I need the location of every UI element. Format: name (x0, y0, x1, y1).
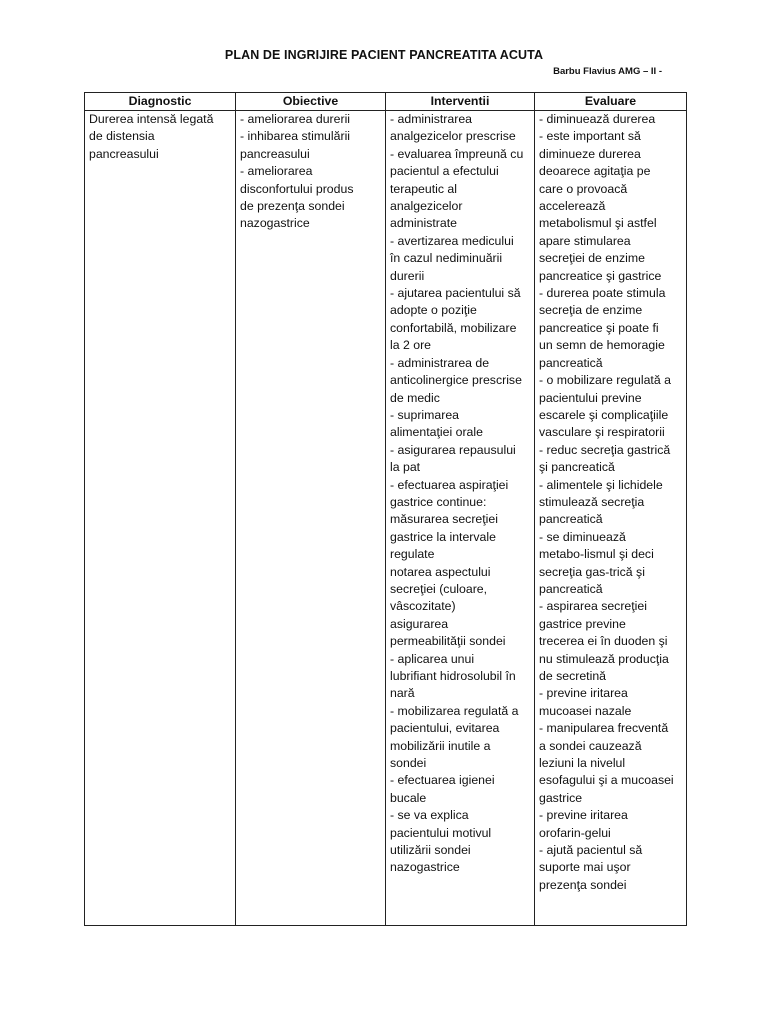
cell-line: stimulează secreţia (539, 494, 645, 509)
cell-line: - alimentele şi lichidele (539, 477, 663, 492)
cell-line: - ameliorarea durerii (240, 112, 351, 126)
cell-line: nazogastrice (240, 216, 310, 231)
cell-line: pacientului motivul (390, 825, 492, 840)
cell-line: analgezicelor (390, 199, 463, 214)
cell-line: orofarin-gelui (539, 825, 611, 840)
cell-line: - efectuarea igienei (390, 773, 495, 788)
cell-line: mobilizării inutile a (390, 738, 491, 753)
cell-line: notarea aspectului (390, 564, 491, 579)
cell-line: bucale (390, 790, 427, 805)
cell-line: gastrice continue: (390, 494, 487, 509)
cell-line: adopte o poziţie (390, 303, 477, 318)
cell-line: gastrice previne (539, 616, 626, 631)
cell-line: - asigurarea repausului (390, 442, 516, 457)
table-header-row (85, 93, 687, 111)
cell-line: durerii (390, 268, 425, 283)
cell-line: - mobilizarea regulată a (390, 703, 519, 718)
cell-line: - o mobilizare regulată a (539, 373, 671, 388)
cell-line: Durerea intensă legată (89, 112, 214, 126)
cell-line: accelerează (539, 199, 606, 214)
cell-line: - se diminuează (539, 529, 626, 544)
cell-line: - aspirarea secreţiei (539, 599, 647, 614)
table-row (85, 111, 687, 926)
header-evaluare: Evaluare (535, 93, 687, 111)
header-interventii: Interventii (386, 93, 535, 111)
cell-line: - ameliorarea (240, 164, 313, 179)
cell-line: vâscozitate) (390, 599, 456, 614)
cell-line: gastrice la intervale (390, 529, 496, 544)
cell-line: utilizării sondei (390, 843, 471, 858)
cell-line: pancreatică (539, 512, 603, 527)
cell-line: analgezicelor prescrise (390, 129, 516, 144)
cell-line: disconfortului produs (240, 181, 354, 196)
care-plan-table (84, 92, 687, 926)
cell-line: de prezenţa sondei (240, 199, 345, 214)
cell-line: - administrarea de (390, 355, 490, 370)
diagnostic-cell (85, 111, 236, 926)
cell-line: suporte mai uşor (539, 860, 631, 875)
cell-line: escarele şi complicaţiile (539, 407, 669, 422)
cell-line: - diminuează durerea (539, 112, 656, 126)
cell-line: - inhibarea stimulării (240, 129, 351, 144)
cell-line: pancreatică (539, 581, 603, 596)
cell-line: - previne iritarea (539, 686, 628, 701)
cell-line: pacientului, evitarea (390, 721, 500, 736)
evaluare-cell (535, 111, 687, 926)
header-obiective: Obiective (236, 93, 386, 111)
cell-line: care o provoacă (539, 181, 628, 196)
cell-line: - manipularea frecventă (539, 721, 669, 736)
cell-line: alimentaţiei orale (390, 425, 483, 440)
cell-line: confortabilă, mobilizare (390, 320, 517, 335)
cell-line: şi pancreatică (539, 460, 615, 475)
obiective-cell (236, 111, 386, 926)
cell-line: - reduc secreţia gastrică (539, 442, 671, 457)
cell-line: diminueze durerea (539, 146, 641, 161)
cell-line: administrate (390, 216, 457, 231)
cell-line: metabolismul şi astfel (539, 216, 657, 231)
cell-line: lubrifiant hidrosolubil în (390, 669, 516, 683)
cell-line: - avertizarea medicului (390, 233, 514, 248)
cell-line: gastrice (539, 790, 583, 805)
cell-line: în cazul nediminuării (390, 251, 503, 266)
interventii-cell (386, 111, 535, 926)
cell-line: de secretină (539, 669, 606, 683)
cell-line: secreţia de enzime (539, 303, 643, 318)
cell-line: pancreasului (240, 146, 310, 161)
cell-line: mucoasei nazale (539, 703, 632, 718)
cell-line: leziuni la nivelul (539, 756, 626, 771)
cell-line: - previne iritarea (539, 808, 628, 823)
cell-line: vasculare şi respiratorii (539, 425, 665, 440)
header-diagnostic: Diagnostic (85, 93, 236, 111)
cell-line: - aplicarea unui (390, 651, 475, 666)
cell-line: - durerea poate stimula (539, 286, 666, 301)
cell-line: metabo-lismul şi deci (539, 547, 654, 562)
cell-line: la 2 ore (390, 338, 432, 353)
cell-line: pancreasului (89, 146, 159, 161)
cell-line: secreţia gas-trică şi (539, 564, 645, 579)
cell-line: pacientului previne (539, 390, 642, 405)
cell-line: de medic (390, 390, 440, 405)
cell-line: - se va explica (390, 808, 469, 823)
cell-line: nazogastrice (390, 860, 460, 875)
cell-line: - suprimarea (390, 407, 460, 422)
cell-line: - evaluarea împreună cu (390, 146, 524, 161)
cell-line: de distensia (89, 129, 155, 144)
cell-line: pacientul a efectului (390, 164, 499, 179)
cell-line: deoarece agitaţia pe (539, 164, 651, 179)
author-line: Barbu Flavius AMG – II - (553, 66, 662, 77)
cell-line: pancreatice şi poate fi (539, 320, 659, 335)
cell-line: - administrarea (390, 112, 473, 126)
document-title: PLAN DE INGRIJIRE PACIENT PANCREATITA ACUTA (224, 48, 544, 62)
cell-line: - ajută pacientul să (539, 843, 643, 858)
cell-line: - ajutarea pacientului să (390, 286, 521, 301)
cell-line: secreţiei de enzime (539, 251, 645, 266)
cell-line: sondei (390, 756, 427, 771)
cell-line: - efectuarea aspiraţiei (390, 477, 509, 492)
cell-line: prezenţa sondei (539, 877, 627, 892)
cell-line: nară (390, 686, 415, 701)
cell-line: nu stimulează producţia (539, 651, 669, 666)
cell-line: esofagului şi a mucoasei (539, 773, 674, 788)
cell-line: - este important să (539, 129, 641, 144)
cell-line: a sondei cauzează (539, 738, 642, 753)
cell-line: trecerea ei în duoden şi (539, 634, 668, 649)
cell-line: terapeutic al (390, 181, 457, 196)
cell-line: secreţiei (culoare, (390, 581, 488, 596)
cell-line: apare stimularea (539, 233, 631, 248)
cell-line: măsurarea secreţiei (390, 512, 498, 527)
cell-line: pancreatice şi gastrice (539, 268, 662, 283)
cell-line: un semn de hemoragie (539, 338, 665, 353)
cell-line: regulate (390, 547, 435, 562)
cell-line: permeabilităţii sondei (390, 634, 506, 649)
cell-line: pancreatică (539, 355, 603, 370)
cell-line: anticolinergice prescrise (390, 373, 522, 388)
cell-line: la pat (390, 460, 421, 475)
cell-line: asigurarea (390, 616, 449, 631)
